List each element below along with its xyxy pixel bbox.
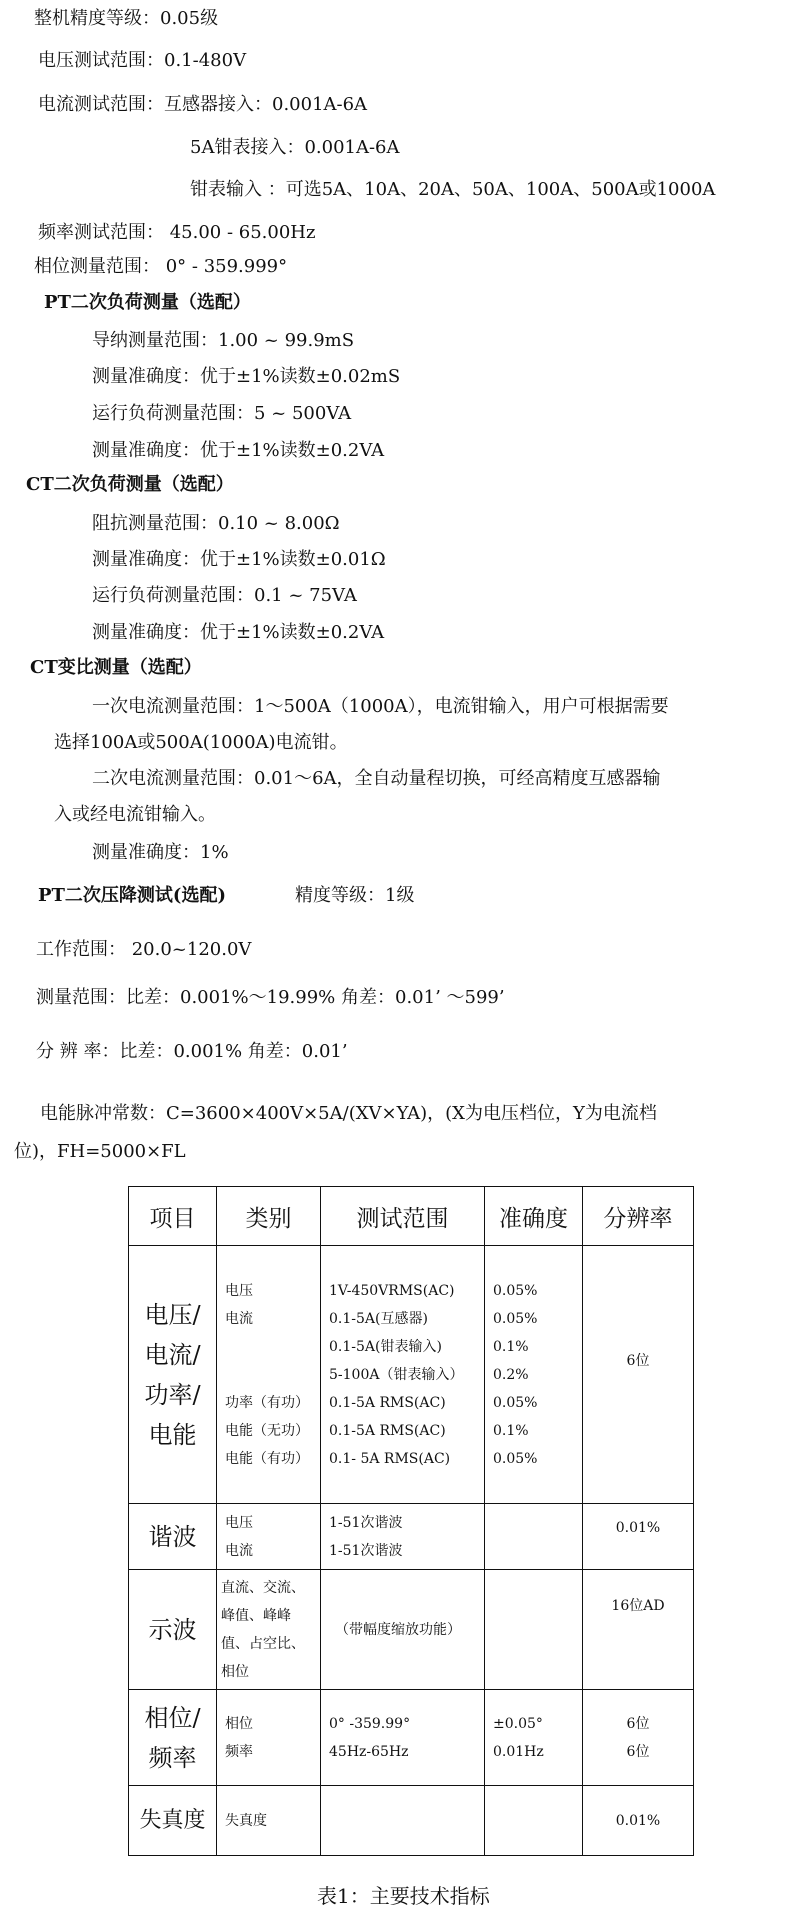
ct-load-accuracy: 测量准确度：优于±1%读数±0.2VA xyxy=(92,622,385,643)
table-caption: 表1：主要技术指标 xyxy=(317,1884,490,1908)
row-category: 电压 电流 功率（有功） 电能（无功） 电能（有功） xyxy=(217,1246,321,1504)
row-category: 失真度 xyxy=(217,1786,321,1856)
row-accuracy xyxy=(485,1504,583,1570)
table-row xyxy=(129,1570,694,1690)
row-item: 失真度 xyxy=(129,1786,217,1856)
spec-current-5a-clamp: 5A钳表接入：0.001A-6A xyxy=(190,137,400,158)
spec-phase-range: 相位测量范围： 0° - 359.999° xyxy=(34,256,288,277)
row-resolution: 6位 xyxy=(583,1246,694,1504)
pt-admittance-accuracy: 测量准确度：优于±1%读数±0.02mS xyxy=(92,366,401,387)
ct-ratio-secondary-line1: 二次电流测量范围：0.01～6A，全自动量程切换，可经高精度互感器输 xyxy=(92,768,661,789)
pt-drop-heading: PT二次压降测试(选配) xyxy=(38,885,226,906)
row-item: 相位/ 频率 xyxy=(129,1690,217,1786)
table-row xyxy=(129,1504,694,1570)
ct-ratio-primary-line1: 一次电流测量范围：1～500A（1000A），电流钳输入，用户可根据需要 xyxy=(92,696,669,717)
row-range xyxy=(321,1786,485,1856)
row-category: 直流、交流、 峰值、峰峰 值、占空比、 相位 xyxy=(217,1570,321,1690)
row-resolution: 0.01% xyxy=(583,1786,694,1856)
row-accuracy xyxy=(485,1786,583,1856)
pt-drop-resolution: 分 辨 率：比差：0.001% 角差：0.01’ xyxy=(36,1041,348,1062)
header-accuracy: 准确度 xyxy=(485,1187,583,1246)
spec-voltage-range: 电压测试范围：0.1-480V xyxy=(38,50,247,71)
row-range: 0° -359.99° 45Hz-65Hz xyxy=(321,1690,485,1786)
pt-load-heading: PT二次负荷测量（选配） xyxy=(44,292,251,313)
header-item: 项目 xyxy=(129,1187,217,1246)
row-range: 1V-450VRMS(AC) 0.1-5A(互感器) 0.1-5A(钳表输入) 5-100A（钳表输入） 0.1-5A RMS(AC) 0.1-5A RMS(AC) 0.1- 5A RMS(AC) xyxy=(321,1246,485,1504)
row-range: （带幅度缩放功能） xyxy=(321,1570,485,1690)
row-category: 电压 电流 xyxy=(217,1504,321,1570)
row-resolution: 0.01% xyxy=(583,1504,694,1570)
row-category: 相位 频率 xyxy=(217,1690,321,1786)
spec-table xyxy=(128,1186,694,1856)
spec-precision: 整机精度等级：0.05级 xyxy=(34,8,219,29)
row-resolution: 6位 6位 xyxy=(583,1690,694,1786)
spec-current-clamp-input: 钳表输入 ：可选5A、10A、20A、50A、100A、500A或1000A xyxy=(190,179,716,200)
pt-load-range: 运行负荷测量范围：5 ~ 500VA xyxy=(92,403,352,424)
row-accuracy xyxy=(485,1570,583,1690)
row-resolution: 16位AD xyxy=(583,1570,694,1690)
ct-impedance-range: 阻抗测量范围：0.10 ~ 8.00Ω xyxy=(92,513,340,534)
row-item: 示波 xyxy=(129,1570,217,1690)
pt-admittance-range: 导纳测量范围：1.00 ~ 99.9mS xyxy=(92,330,355,351)
header-category: 类别 xyxy=(217,1187,321,1246)
table-row xyxy=(129,1690,694,1786)
row-item: 电压/ 电流/ 功率/ 电能 xyxy=(129,1246,217,1504)
pt-drop-work-range: 工作范围： 20.0~120.0V xyxy=(36,939,252,960)
ct-ratio-accuracy: 测量准确度：1% xyxy=(92,842,229,863)
row-range: 1-51次谐波 1-51次谐波 xyxy=(321,1504,485,1570)
table-header-row xyxy=(129,1187,694,1246)
spec-frequency-range: 频率测试范围： 45.00 - 65.00Hz xyxy=(38,222,316,243)
ct-load-heading: CT二次负荷测量（选配） xyxy=(26,474,234,495)
ct-ratio-primary-line2: 选择100A或500A(1000A)电流钳。 xyxy=(54,732,348,753)
table-row xyxy=(129,1786,694,1856)
pulse-constant-line1: 电能脉冲常数：C=3600×400V×5A/(XV×YA)，(X为电压档位，Y为电流档 xyxy=(40,1103,657,1124)
pt-drop-grade: 精度等级：1级 xyxy=(295,885,415,906)
row-accuracy: ±0.05° 0.01Hz xyxy=(485,1690,583,1786)
ct-ratio-heading: CT变比测量（选配） xyxy=(30,657,202,678)
header-resolution: 分辨率 xyxy=(583,1187,694,1246)
ct-impedance-accuracy: 测量准确度：优于±1%读数±0.01Ω xyxy=(92,549,386,570)
pt-load-accuracy: 测量准确度：优于±1%读数±0.2VA xyxy=(92,440,385,461)
row-accuracy: 0.05% 0.05% 0.1% 0.2% 0.05% 0.1% 0.05% xyxy=(485,1246,583,1504)
spec-current-range: 电流测试范围：互感器接入：0.001A-6A xyxy=(38,94,368,115)
pulse-constant-line2: 位)，FH=5000×FL xyxy=(14,1141,186,1162)
ct-ratio-secondary-line2: 入或经电流钳输入。 xyxy=(54,804,216,825)
row-item: 谐波 xyxy=(129,1504,217,1570)
pt-drop-measure-range: 测量范围：比差：0.001%～19.99% 角差：0.01’ ～599’ xyxy=(36,987,505,1008)
ct-load-range: 运行负荷测量范围：0.1 ~ 75VA xyxy=(92,585,357,606)
header-range: 测试范围 xyxy=(321,1187,485,1246)
table-row xyxy=(129,1246,694,1504)
